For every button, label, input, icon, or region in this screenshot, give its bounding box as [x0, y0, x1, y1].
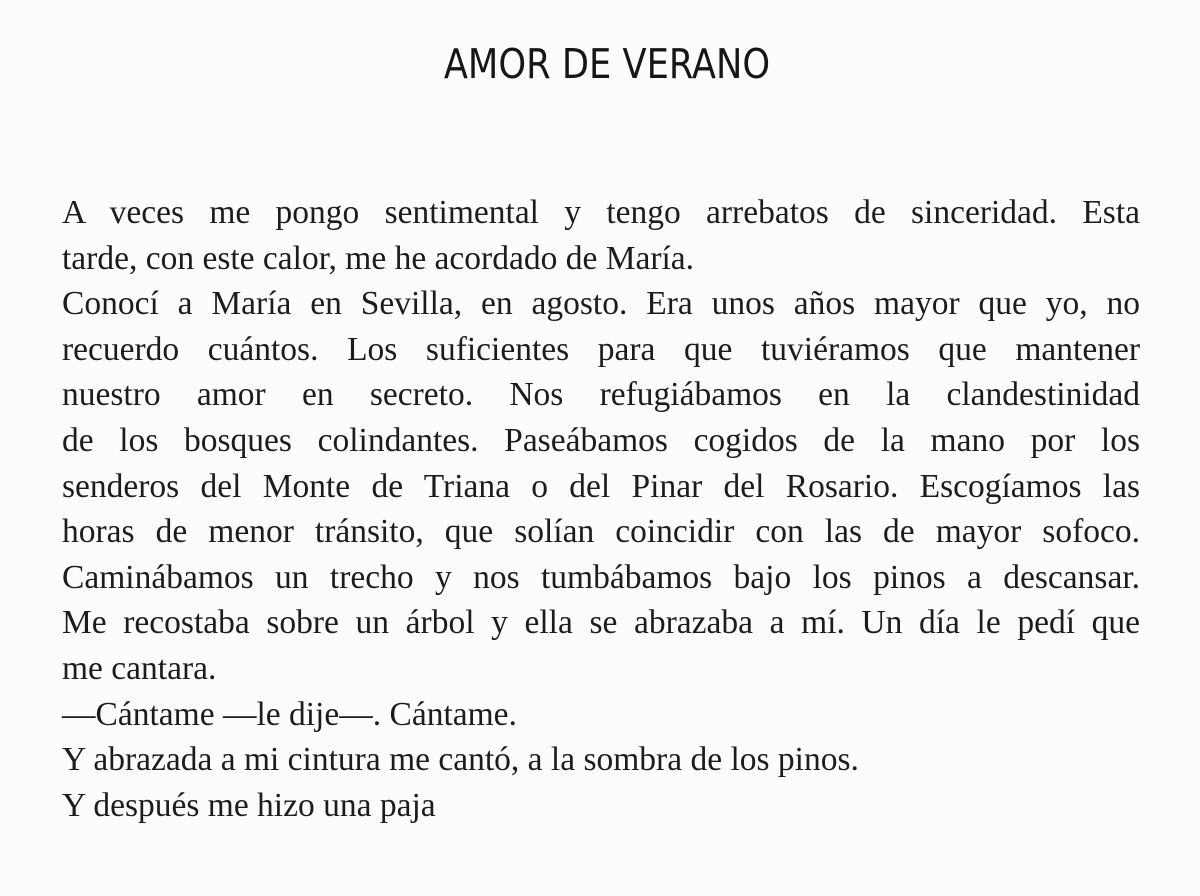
text-line: Y abrazada a mi cintura me cantó, a la sombra de los pinos.: [62, 741, 859, 779]
story-title: AMOR DE VERANO: [443, 40, 771, 88]
text-line: recuerdo cuántos. Los suficientes para que tuviéramos que mantener: [62, 330, 1140, 368]
text-line: Me recostaba sobre un árbol y ella se abrazaba a mí. Un día le pedí que: [62, 604, 1140, 642]
text-line: Caminábamos un trecho y nos tumbábamos bajo los pinos a descansar.: [62, 558, 1140, 596]
text-line: senderos del Monte de Triana o del Pinar del Rosario. Escogíamos las: [62, 467, 1140, 505]
text-line: tarde, con este calor, me he acordado de María.: [62, 239, 695, 277]
text-line: —Cántame —le dije—. Cántame.: [62, 695, 517, 733]
text-line: A veces me pongo sentimental y tengo arrebatos de sinceridad. Esta: [62, 194, 1140, 231]
text-line: horas de menor tránsito, que solían coincidir con las de mayor sofoco.: [62, 513, 1140, 551]
text-line: Y después me hizo una paja: [62, 786, 436, 824]
text-line: nuestro amor en secreto. Nos refugiábamos en la clandestinidad: [62, 376, 1140, 414]
text-line: me cantara.: [62, 649, 217, 687]
story-body: [62, 190, 1140, 828]
text-line: Conocí a María en Sevilla, en agosto. Era unos años mayor que yo, no: [62, 285, 1140, 323]
text-line: de los bosques colindantes. Paseábamos cogidos de la mano por los: [62, 421, 1140, 459]
